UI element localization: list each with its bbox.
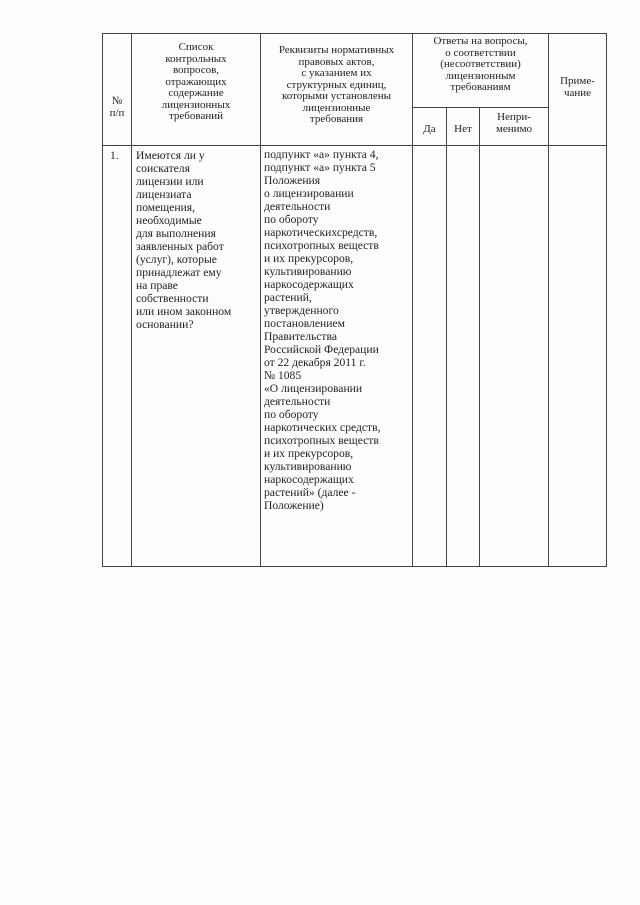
row-question: Имеются ли у соискателя лицензии или лицензиата помещения, необходимые для выполнения заявленных работ (услуг), которые принадлежат ему на праве собственности или ином законном основании? — [136, 149, 232, 331]
header-note: Приме- чание — [560, 76, 595, 99]
row-answer-na — [480, 148, 548, 168]
table-bottom-border — [102, 566, 607, 567]
col-divider-6 — [548, 33, 549, 567]
row-answer-yes — [413, 148, 446, 168]
row-num: 1. — [110, 149, 119, 162]
header-answer-yes: Да — [423, 124, 436, 135]
header-answer-na: Непри- менимо — [495, 112, 533, 135]
table-right-border — [606, 33, 607, 567]
row-requisites: подпункт «а» пункта 4, подпункт «а» пункта 5 Положения о лицензировании деятельности по обороту наркотическихсредств, психотропных веществ и их прекурсоров, культивированию наркосодержащих растений, утвержденного постановлением Правительства Российской Федерации от 22 декабря 2011 г. № 1085 «О лицензировании деятельности по обороту наркотических средств, психотропных веществ и их прекурсоров, культивированию наркосодержащих растений» (далее - Положение) — [264, 148, 381, 512]
header-bottom-border — [102, 145, 607, 146]
row-answer-no — [447, 148, 479, 168]
table-top-border — [102, 33, 607, 34]
answers-subheader-divider — [412, 107, 548, 108]
col-divider-5 — [479, 107, 480, 567]
col-divider-3 — [412, 33, 413, 567]
header-num: № п/п — [109, 96, 125, 119]
row-note — [549, 148, 606, 168]
col-divider-4 — [446, 107, 447, 567]
header-requisites: Реквизиты нормативных правовых актов, с указанием их структурных единиц, которыми установлены лицензионные требования — [278, 45, 395, 125]
header-questions: Список контрольных вопросов, отражающих содержание лицензионных требований — [161, 42, 231, 122]
header-answers-group: Ответы на вопросы, о соответствии (несоответствии) лицензионным требованиям — [433, 36, 528, 93]
header-answer-no: Нет — [454, 124, 472, 135]
